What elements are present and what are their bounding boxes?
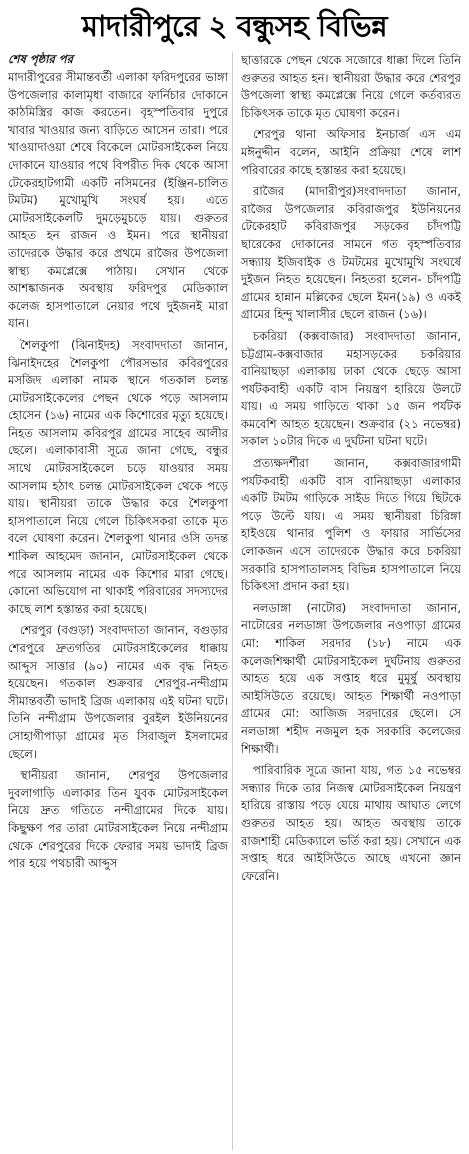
article-paragraph: রাজৈর (মাদারীপুর)সংবাদদাতা জানান, রাজৈর উপজেলার কবিরাজপুর ইউনিয়নের টেকেরহাট কবিরাজপুর সড়কের চাঁদপট্টি ছারেকের দোকানের সামনে গত বৃহস্পতিবার সন্ধ্যায় ইজিবাইক ও টমটমের মুখোমুখি সংঘর্ষে দুইজন নিহত হয়েছেন। নিহতরা হলেন- চাঁদপট্টি গ্রামের হান্নান মল্লিকের ছেলে ইমন(১৯) ও একই গ্রামের হিন্দু খালাসীর ছেলে রাজন (১৬)।: [241, 184, 461, 322]
article-paragraph: নলডাঙ্গা (নাটোর) সংবাদদাতা জানান, নাটোরের নলডাঙ্গা উপজেলার নওপাড়া গ্রামের মো: শাকিল সরদার (১৮) নামে এক কলেজশিক্ষার্থী মোটরসাইকেল দুর্ঘটনায় গুরুতর আহত হয়ে এক সপ্তাহ ধরে মুমূর্ষু অবস্থায় আইসিউতে রয়েছে। আহত শিক্ষার্থী নওপাড়া গ্রামের মো: আজিজ সরদারের ছেলে। সে নলডাঙ্গা শহীদ নজমুল হক সরকারি কলেজের শিক্ষার্থী।: [241, 600, 461, 756]
article-columns: [8, 52, 461, 1150]
continued-from-kicker: শেষ পৃষ্ঠার পর: [8, 52, 73, 66]
article-paragraph: শেরপুর থানা অফিসার ইনচার্জ এস এম মঈনুদ্দীন বলেন, আইনি প্রক্রিয়া শেষে লাশ পরিবারের কাছে হস্তান্তর করা হয়েছে।: [241, 127, 461, 177]
article-paragraph: স্থানীয়রা জানান, শেরপুর উপজেলার দুবলাগাড়ি এলাকার তিন যুবক মোটরসাইকেল নিয়ে দ্রুত গতিতে নন্দীগ্রামের দিকে যায়। কিছুক্ষণ পর তারা মোটরসাইকেল নিয়ে নন্দীগ্রাম থেকে শেরপুরের দিকে ফেরার সময় ভাদাই ব্রিজ পার হয়ে পথচারী আব্দুস: [8, 768, 228, 871]
article-paragraph: চকরিয়া (কক্সবাজার) সংবাদদাতা জানান, চট্টগ্রাম-কক্সবাজার মহাসড়কের চকরিয়ার বানিয়াছড়া এলাকায় ঢাকা থেকে ছেড়ে আসা পর্যটকবাহী একটি বাস নিয়ন্ত্রণ হারিয়ে উলটে যায়। এ সময় গাড়িতে থাকা ১৫ জন পর্যটক কমবেশি আহত হয়েছেন। শুক্রবার (২১ নভেম্বর) সকাল ১০টার দিকে এ দুর্ঘটনা ঘটনা ঘটে।: [241, 328, 461, 449]
article-paragraph: শেরপুর (বগুড়া) সংবাদদাতা জানান, বগুড়ার শেরপুরে দ্রুতগতির মোটরসাইকেলের ধাক্কায় আব্দুস সাত্তার (৯০) নামের এক বৃদ্ধ নিহত হয়েছেন। গতকাল শুক্রবার শেরপুর-নন্দীগ্রাম সীমান্তবর্তী ভাদাই ব্রিজ এলাকায় এই ঘটনা ঘটে। তিনি নন্দীগ্রাম উপজেলার বুরইল ইউনিয়নের সোহাগীপাড়া গ্রামের মৃত সিরাজুল ইসলামের ছেলে।: [8, 623, 228, 761]
article-paragraph: শৈলকুপা (ঝিনাইদহ) সংবাদদাতা জানান, ঝিনাইদহের শৈলকুপা পৌরসভার কবিরপুরের মসজিদ এলাকা নামক স্থানে গতকাল চলন্ত মোটরসাইকেলের পেছন থেকে পড়ে আসলাম হোসেন (১৬) নামের এক কিশোরের মৃত্যু হয়েছে। নিহত আসলাম কবিরপুর গ্রামের সাহেব আলীর ছেলে। এলাকাবাসী সূত্রে জানা গেছে, বন্ধুর সাথে মোটরসাইকেলে চড়ে যাওয়ার সময় আসলাম হঠাৎ চলন্ত মোটরসাইকেল থেকে পড়ে যায়। স্থানীয়রা তাকে উদ্ধার করে শৈলকুপা হাসপাতালে নিয়ে গেলে চিকিৎসকরা তাকে মৃত বলে ঘোষণা করেন। শৈলকুপা থানার ওসি তদন্ত শাকিল আহমেদ জানান, মোটরসাইকেল থেকে পরে আসলাম নামের এক কিশোর মারা গেছে। কোনো অভিযোগ না থাকাই পরিবারের সদস্যদের কাছে লাশ হস্তান্তর করা হয়েছে।: [8, 337, 228, 616]
article-paragraph: মাদারীপুরের সীমান্তবর্তী এলাকা ফরিদপুরের ভাঙ্গা উপজেলার কালামৃধা বাজারে ফার্নিচার দোকানে কাঠমিস্ত্রির কাজ করতেন। বৃহস্পতিবার দুপুরে খাবার খাওয়ার জন্য বাড়িতে আসেন তারা। পরে খাওয়াদাওয়া শেষে বিকেলে মোটরসাইকেল নিয়ে দোকানে যাওয়ার পথে বিপরীত দিক থেকে আসা টেকেরহাটগামী একটি নসিমনের (ইঞ্জিন-চালিত টমটম) মুখোমুখি সংঘর্ষ হয়। এতে মোটরসাইকেলটি দুমড়েমুচড়ে যায়। গুরুতর আহত হন রাজন ও ইমন। পরে স্থানীয়রা তাদেরকে উদ্ধার করে প্রথমে রাজৈর উপজেলা স্বাস্থ্য কমপ্লেক্সে পাঠায়। সেখান থেকে আশঙ্কাজনক অবস্থায় ফরিদপুর মেডিক্যাল কলেজ হাসপাতালে নেয়ার পথে দুইজনই মারা যান।: [8, 70, 228, 331]
article-paragraph: ছাত্তারকে পেছন থেকে সজোরে ধাক্কা দিলে তিনি গুরুতর আহত হন। স্থানীয়রা উদ্ধার করে শেরপুর উপজেলা স্বাস্থ্য কমপ্লেক্সে নিয়ে গেলে কর্তব্যরত চিকিৎসক তাকে মৃত ঘোষণা করেন।: [241, 53, 461, 120]
headline: মাদারীপুরে ২ বন্ধুসহ বিভিন্ন: [81, 9, 388, 43]
article-paragraph: প্রত্যক্ষদর্শীরা জানান, কক্সবাজারগামী পর্যটকবাহী একটি বাস বানিয়াছড়া এলাকার একটি টমটম গাড়িকে সাইড দিতে গিয়ে ছিটকে পড়ে উল্টে যায়। এ সময় স্থানীয়রা চিরিঙ্গা হাইওয়ে থানার পুলিশ ও ফায়ার সার্ভিসের লোকজন এসে তাদেরকে উদ্ধার করে চকরিয়া সরকারি হাসপাতালসহ বিভিন্ন হাসপাতালে নিয়ে চিকিৎসা প্রদান করা হয়।: [241, 456, 461, 594]
article-paragraph: পারিবারিক সূত্রে জানা যায়, গত ১৫ নভেম্বর সন্ধ্যার দিকে তার নিজস্ব মোটরসাইকেল নিয়ন্ত্রণ হারিয়ে রাস্তায় পড়ে যেয়ে মাথায় আঘাত লেগে গুরুতর আহত হয়। আহত অবস্থায় তাকে রাজশাহী মেডিক্যালে ভর্তি করা হয়। সেখানে এক সপ্তাহ ধরে আইসিউতে আছে এখনো জ্ঞান ফেরেনি।: [241, 763, 461, 883]
right-column: [241, 52, 461, 1150]
left-column: [8, 52, 233, 1150]
